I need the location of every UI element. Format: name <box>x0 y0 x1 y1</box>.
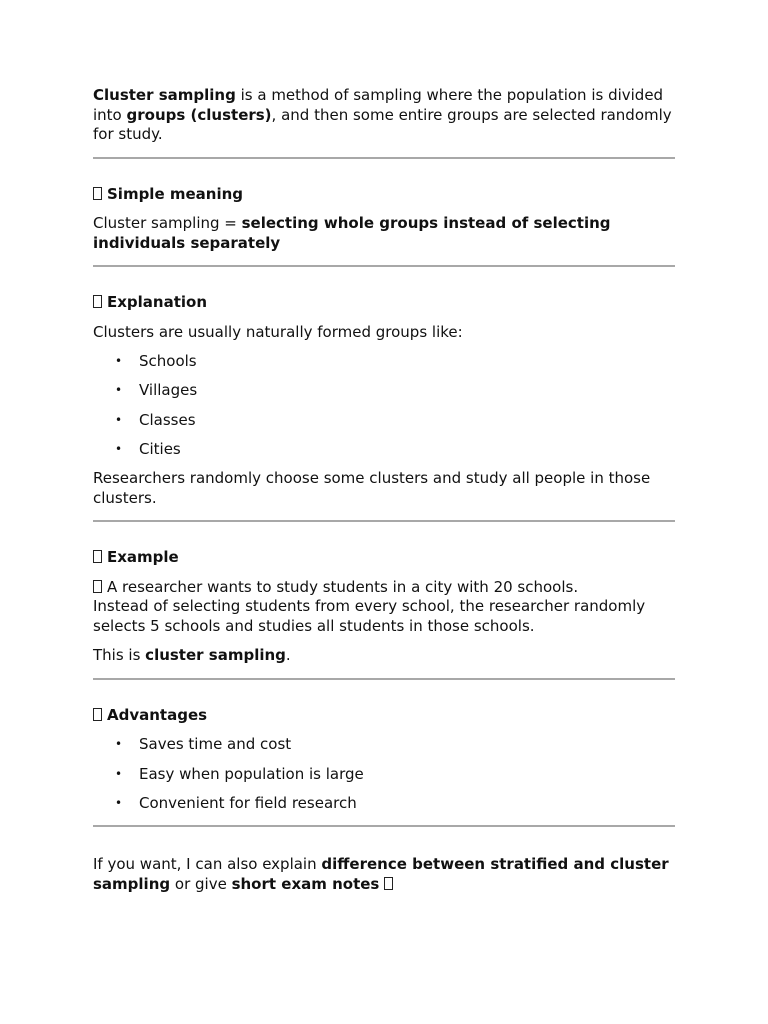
advantages-list <box>93 735 675 813</box>
example-paragraph: A researcher wants to study students in a city with 20 schools. Instead of selecting students from every school, the researcher randomly selects 5 schools and studies all students in those schools. <box>93 577 646 635</box>
section-heading-simple-meaning: Simple meaning <box>93 185 675 205</box>
list-item: • Classes <box>115 410 196 429</box>
simple-meaning-paragraph: Cluster sampling = selecting whole groups instead of selecting individuals separately <box>93 214 611 252</box>
section-heading-explanation: Explanation <box>93 293 675 313</box>
list-item: • Convenient for field research <box>115 793 357 812</box>
list-item: • Cities <box>115 439 181 458</box>
box-icon <box>384 877 393 890</box>
list-item: • Easy when population is large <box>115 764 364 783</box>
list-item: • Schools <box>115 352 197 370</box>
intro-term: Cluster sampling <box>93 86 236 104</box>
box-icon <box>93 708 102 721</box>
example-conclusion: This is cluster sampling. <box>93 646 291 665</box>
section-heading-advantages: Advantages <box>93 706 675 726</box>
box-icon <box>93 187 102 200</box>
list-item: • Saves time and cost <box>115 735 292 754</box>
intro-paragraph: Cluster sampling is a method of sampling where the population is divided into groups (clusters), and then some entire groups are selected randomly for study. <box>93 86 672 143</box>
explanation-tail: Researchers randomly choose some clusters and study all people in those clusters. <box>93 469 651 507</box>
list-item: • Villages <box>115 381 198 400</box>
box-icon <box>93 550 102 563</box>
section-heading-example: Example <box>93 548 675 568</box>
document-content <box>93 86 675 894</box>
cluster-examples-list <box>93 352 675 459</box>
explanation-lead: Clusters are usually naturally formed groups like: <box>93 322 463 341</box>
intro-groups: groups (clusters) <box>126 105 272 124</box>
box-icon <box>93 295 102 308</box>
closing-paragraph: If you want, I can also explain difference between stratified and cluster sampling or give short exam notes <box>93 855 669 893</box>
box-icon <box>93 580 102 593</box>
